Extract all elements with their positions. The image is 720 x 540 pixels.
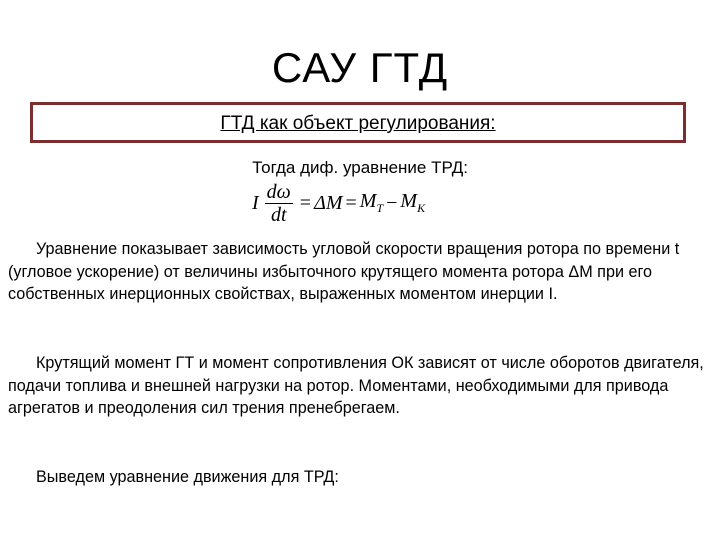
turbine-moment bbox=[360, 190, 383, 216]
m-k-subscript: K bbox=[417, 201, 426, 215]
slide-title: САУ ГТД bbox=[271, 44, 449, 91]
subtitle-frame bbox=[30, 102, 686, 143]
fraction-denominator: dt bbox=[270, 203, 287, 226]
m-t-subscript: T bbox=[376, 201, 384, 215]
equation-intro: Тогда диф. уравнение ТРД: bbox=[252, 158, 468, 177]
compressor-moment bbox=[400, 190, 425, 216]
paragraph-explanation: Уравнение показывает зависимость угловой скорости вращения ротора по времени t (угловое ускорение) от величины избыточного крутящего момента ротора ΔM при его собственных инерционных свойствах, выраженных моментом инерции I. bbox=[8, 240, 680, 303]
equals-sign: = bbox=[299, 191, 312, 214]
fraction-numerator: dω bbox=[266, 180, 291, 203]
equals-sign-2: = bbox=[345, 191, 357, 214]
differential-equation bbox=[252, 180, 472, 226]
delta-m-symbol: ΔM bbox=[314, 191, 343, 214]
slide-subtitle: ГТД как объект регулирования: bbox=[220, 113, 496, 134]
m-t-symbol: M bbox=[359, 190, 377, 212]
m-k-symbol: M bbox=[400, 190, 418, 212]
paragraph-derive: Выведем уравнение движения для ТРД: bbox=[36, 468, 339, 486]
paragraph-moments: Крутящий момент ГТ и момент сопротивления ОК зависят от числе оборотов двигателя, подачи топлива и внешней нагрузки на ротор. Моментами, необходимыми для привода агрегатов и преодоления сил трения пренебрегаем. bbox=[8, 354, 704, 417]
inertia-symbol: I bbox=[252, 191, 259, 214]
minus-sign: − bbox=[386, 191, 398, 214]
derivative-fraction bbox=[265, 181, 293, 226]
